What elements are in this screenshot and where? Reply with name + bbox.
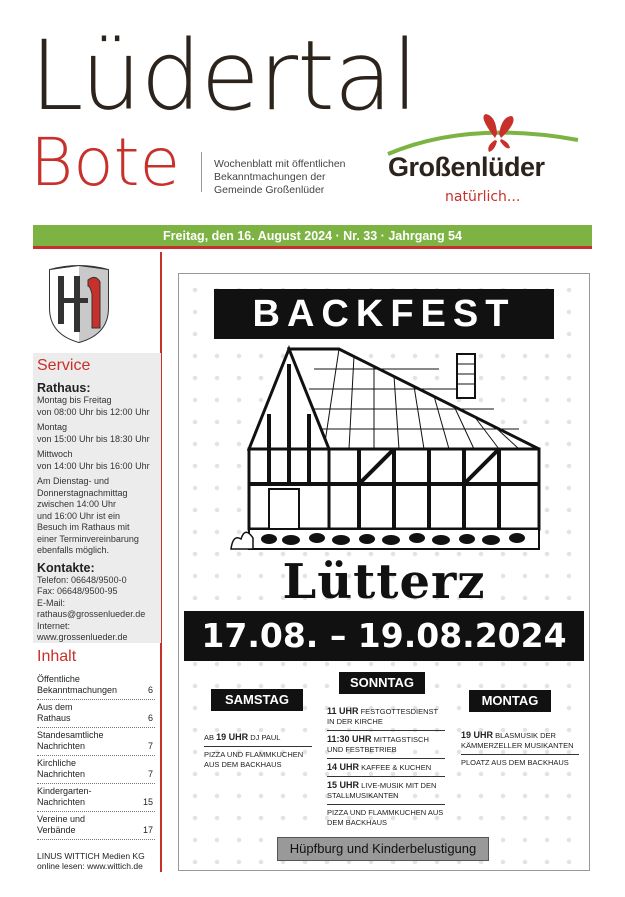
- table-of-contents: [37, 672, 155, 840]
- venue-name: Lütterz: [282, 554, 486, 610]
- event-poster: [178, 273, 590, 871]
- toc-item[interactable]: Kirchliche Nachrichten 7: [37, 756, 155, 784]
- toc-item[interactable]: Öffentliche Bekanntmachungen 6: [37, 672, 155, 700]
- newspaper-title: Lüdertal: [30, 20, 418, 132]
- contents-title: Inhalt: [37, 648, 77, 665]
- half-timbered-house-illustration: [229, 344, 549, 559]
- publisher-info: LINUS WITTICH Medien KG online lesen: www.wittich.de: [37, 851, 145, 871]
- toc-item[interactable]: Aus dem Rathaus 6: [37, 700, 155, 728]
- sunday-events: 11 UHR FESTGOTTESDIENST IN DER KIRCHE 11:30 UHR MITTAGSTISCH UND FESTBETRIEB 14 UHR KAFFEE & KUCHEN 15 UHR LIVE-MUSIK MIT DEN STALLMUSIKANTEN PIZZA UND FLAMMKUCHEN AUS DEM BACKHAUS: [327, 706, 444, 827]
- monday-label: MONTAG: [469, 690, 551, 712]
- municipality-logo: [378, 110, 593, 210]
- monday-events: 19 UHR BLASMUSIK DER KÄMMERZELLER MUSIKANTEN PLOATZ AUS DEM BACKHAUS: [461, 730, 579, 768]
- logo-slogan: natürlich...: [445, 189, 521, 205]
- toc-item[interactable]: Standesamtliche Nachrichten 7: [37, 728, 155, 756]
- saturday-label: SAMSTAG: [211, 689, 303, 711]
- service-box: Service Rathaus: Montag bis Freitag von 08:00 Uhr bis 12:00 Uhr Montag von 15:00 Uhr bis 18:30 Uhr Mittwoch von 14:00 Uhr bis 16:00 Uhr Am Dienstag- und Donnerstagnachmittag zwischen 14:00 Uhr und 16:00 Uhr ist ein Besuch im Rathaus mit einer Terminvereinbarung ebenfalls möglich. Kontakte: Telefon: 06648/9500-0 Fax: 06648/9500-95 E-Mail: rathaus@grossenlueder.de Internet: www.grossenlueder.de: [33, 353, 161, 643]
- toc-item[interactable]: Kindergarten-Nachrichten 15: [37, 784, 155, 812]
- logo-name: Großenlüder: [388, 152, 545, 182]
- divider: [201, 152, 202, 192]
- poster-footer-banner: Hüpfburg und Kinderbelustigung: [277, 837, 489, 861]
- service-title: Service: [37, 357, 91, 374]
- email-link[interactable]: rathaus@grossenlueder.de: [37, 609, 146, 619]
- toc-item[interactable]: Vereine und Verbände 17: [37, 812, 155, 840]
- rathaus-heading: Rathaus:: [37, 381, 91, 395]
- kontakte-heading: Kontakte:: [37, 560, 95, 575]
- event-dates: 17.08. – 19.08.2024: [184, 611, 584, 661]
- poster-title: BACKFEST: [214, 289, 554, 339]
- newspaper-subtitle: Bote: [30, 124, 181, 201]
- issue-date-bar: Freitag, den 16. August 2024 · Nr. 33 · Jahrgang 54: [33, 225, 592, 249]
- sunday-label: SONNTAG: [339, 672, 425, 694]
- door-icon: [269, 489, 299, 529]
- coat-of-arms-icon: [44, 264, 114, 344]
- saturday-events: AB 19 UHR DJ PAUL PIZZA UND FLAMMKUCHEN AUS DEM BACKHAUS: [204, 732, 312, 770]
- website-link[interactable]: www.grossenlueder.de: [37, 632, 128, 642]
- tagline: Wochenblatt mit öffentlichen Bekanntmachungen der Gemeinde Großenlüder: [214, 158, 346, 196]
